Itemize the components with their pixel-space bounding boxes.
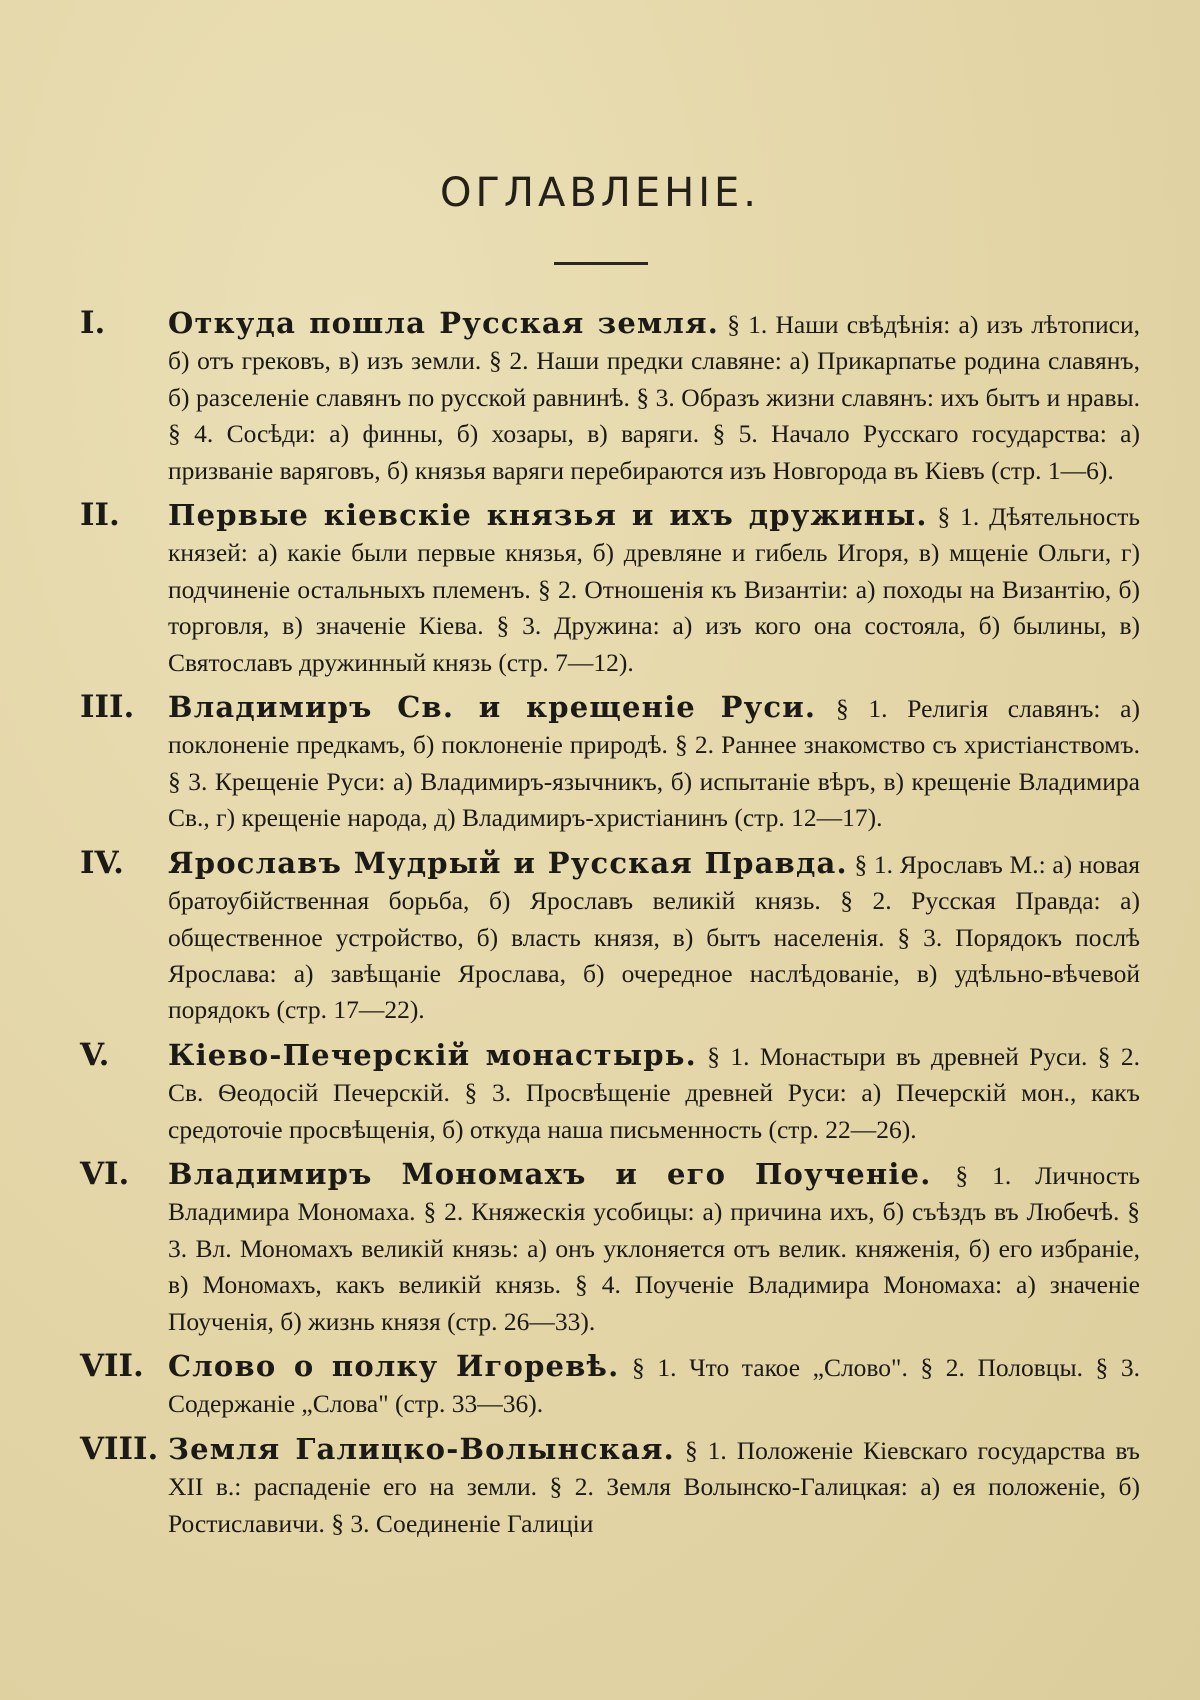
chapter-heading: Ярославъ Мудрый и Русская Правда. xyxy=(168,845,848,880)
toc-entry-5 xyxy=(80,1037,1140,1148)
chapter-heading: Откуда пошла Русская земля. xyxy=(168,306,719,340)
toc-entry-4 xyxy=(80,845,1140,1029)
chapter-heading: Земля Галицко-Волынская. xyxy=(168,1431,675,1466)
chapter-number: IV. xyxy=(80,844,124,881)
chapter-heading: Владимиръ Св. и крещеніе Руси. xyxy=(168,690,817,725)
chapter-contents: § 1. Ярославъ М.: а) новая братоубійственная борьба, б) Ярославъ великій князь. § 2. Русская Правда: а) общественное устройство, б) власть князя, в) бытъ населенія. § 3. Порядокъ послѣ Ярослава: а) завѣщаніе Ярослава, б) очередное наслѣдованіе, в) удѣльно-вѣчевой порядокъ (стр. 17—22). xyxy=(168,849,1141,1025)
chapter-heading: Первые кіевскіе князья и ихъ дружины. xyxy=(168,498,928,533)
chapter-contents: § 1. Наши свѣдѣнія: а) изъ лѣтописи, б) отъ грековъ, в) изъ земли. § 2. Наши предки славяне: а) Прикарпатье родина славянъ, б) разселеніе славянъ по русской равнинѣ. § 3. Образъ жизни славянъ: ихъ бытъ и нравы. § 4. Сосѣди: а) финны, б) хозары, в) варяги. § 5. Начало Русскаго государства: а) призваніе варяговъ, б) князья варяги перебираются изъ Новгорода въ Кіевъ (стр. 1—6). xyxy=(168,310,1141,485)
chapter-number: VII. xyxy=(80,1347,144,1384)
chapter-number: VI. xyxy=(80,1155,130,1192)
toc-entry-8 xyxy=(80,1431,1140,1542)
toc-entry-2 xyxy=(80,497,1140,681)
toc-entry-7 xyxy=(80,1348,1140,1423)
chapter-contents: § 1. Монастыри въ древней Руси. § 2. Св. Ѳеодосій Печерскій. § 3. Просвѣщеніе древней Руси: а) Печерскій мон., какъ средоточіе просвѣщенія, б) откуда наша письменность (стр. 22—26). xyxy=(168,1041,1140,1144)
chapter-contents: § 1. Дѣятельность князей: а) какіе были первые князья, б) древляне и гибель Игоря, в) мщеніе Ольги, г) подчиненіе остальныхъ племенъ. § 2. Отношенія къ Византіи: а) походы на Византію, б) торговля, в) значеніе Кіева. § 3. Дружина: а) изъ кого она состояла, б) былины, в) Святославъ дружинный князь (стр. 7—12). xyxy=(168,502,1140,677)
chapter-number: II. xyxy=(80,497,120,534)
chapter-heading: Слово о полку Игоревѣ. xyxy=(168,1348,620,1383)
chapter-number: VIII. xyxy=(80,1430,159,1467)
title-divider xyxy=(554,262,648,265)
chapter-heading: Владимиръ Мономахъ и его Поученіе. xyxy=(168,1156,932,1191)
chapter-contents: § 1. Религія славянъ: а) поклоненіе предкамъ, б) поклоненіе природѣ. § 2. Раннее знакомство съ христіанствомъ. § 3. Крещеніе Руси: а) Владимиръ-язычникъ, б) испытаніе вѣръ, в) крещеніе Владимира Св., г) крещеніе народа, д) Владимиръ-христіанинъ (стр. 12—17). xyxy=(168,694,1140,833)
chapter-number: III. xyxy=(80,689,135,726)
chapter-contents: § 1. Положеніе Кіевскаго государства въ XII в.: распаденіе его на земли. § 2. Земля Волынско-Галицкая: а) ея положеніе, б) Ростиславичи. § 3. Соединеніе Галиціи xyxy=(168,1435,1140,1538)
table-of-contents xyxy=(80,305,1140,1550)
chapter-number: V. xyxy=(80,1036,110,1073)
toc-entry-6 xyxy=(80,1156,1140,1340)
toc-entry-1 xyxy=(80,305,1140,489)
chapter-number: I. xyxy=(80,305,106,341)
page-title: ОГЛАВЛЕНІЕ. xyxy=(440,170,760,216)
toc-entry-3 xyxy=(80,689,1140,837)
chapter-contents: § 1. Что такое „Слово". § 2. Половцы. § 3. Содержаніе „Слова" (стр. 33—36). xyxy=(168,1352,1141,1419)
chapter-heading: Кіево-Печерскій монастырь. xyxy=(168,1037,697,1072)
chapter-contents: § 1. Личность Владимира Мономаха. § 2. Княжескія усобицы: а) причина ихъ, б) съѣздъ въ Любечѣ. § 3. Вл. Мономахъ великій князь: а) онъ уклоняется отъ велик. княженія, б) его избраніе, в) Мономахъ, какъ великій князь. § 4. Поученіе Владимира Мономаха: а) значеніе Поученія, б) жизнь князя (стр. 26—33). xyxy=(168,1160,1141,1336)
